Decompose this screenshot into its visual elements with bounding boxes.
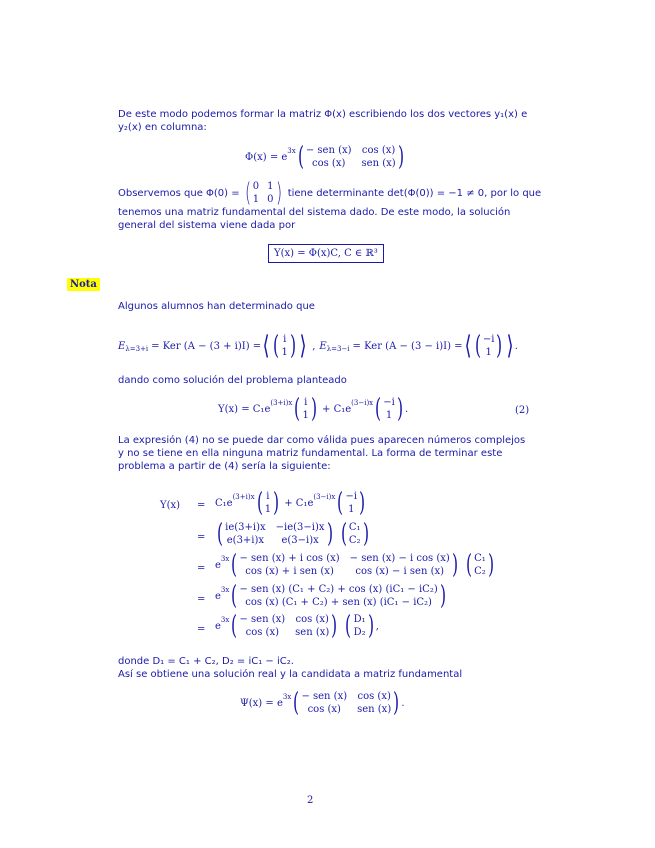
align-line-4: e $^{3x}$ ( − sen (x) (C₁ + C₂) + cos (x) (iC₁ − iC₂) cos (x) (C₁ + C₂) + sen (x) (iC₁ − iC₂) ) (215, 581, 446, 611)
d-definitions: donde D₁ = C₁ + C₂, D₂ = iC₁ − iC₂. (118, 656, 294, 667)
phi-exp: 3x (287, 147, 296, 155)
expression-paragraph: La expresión (4) no se puede dar como válida pues aparecen números complejos y no se tiene en ella ninguna matriz fundamental. La forma de terminar este problema a partir de (4) sería la siguiente: (118, 435, 526, 472)
page-number: 2 (307, 795, 314, 806)
phi-lhs: Φ(x) = e (245, 151, 288, 163)
psi-equation: Ψ(x) = e $^{3x}$ ( − sen (x) cos (x) cos (x) sen (x) ) . (240, 688, 405, 718)
align-lhs: Y(x) (160, 500, 181, 511)
phi-equation: Φ(x) = e $^{3x}$ ( − sen (x) cos (x) cos (x) sen (x) ) (245, 142, 404, 172)
determinant-line: Observemos que Φ(0) = ( 0 1 1 0 ) tiene determinante det(Φ(0)) = −1 ≠ 0, por lo que (118, 178, 542, 208)
kernel-equation: E $_{\lambda=3+i}$ = Ker (A − (3 + i)I) = ⟨ ( i 1 ) ⟩ , E $_{\lambda=3-i}$ = Ker (A − (3 − i)I) = ⟨ ( −i 1 ) ⟩ . (118, 331, 518, 361)
eq-sign-1: = (197, 500, 206, 511)
eq-sign-4: = (197, 594, 206, 605)
determinant-paragraph-cont: tenemos una matriz fundamental del sistema dado. De este modo, la solución general del sistema viene dada por (118, 207, 511, 231)
nota-label: Nota (67, 278, 100, 291)
align-line-5: e $^{3x}$ ( − sen (x) cos (x) cos (x) sen (x) ) ( D₁ D₂ ) , (215, 611, 379, 641)
align-line-3: e $^{3x}$ ( − sen (x) + i cos (x) − sen (x) − i cos (x) cos (x) + i sen (x) cos (x) − i sen (x) ) ( C₁ C₂ ) (215, 550, 494, 580)
eq-sign-5: = (197, 624, 206, 635)
students-paragraph: Algunos alumnos han determinado que (118, 301, 315, 312)
real-solution-sentence: Así se obtiene una solución real y la candidata a matriz fundamental (118, 669, 463, 680)
align-line-2: ( ie(3+i)x −ie(3−i)x e(3+i)x e(3−i)x ) ( C₁ C₂ ) (217, 519, 369, 549)
solution-intro: dando como solución del problema planteado (118, 375, 347, 386)
general-solution-box: Y(x) = Φ(x)C, C ∈ ℝ³ (268, 244, 384, 263)
equation-number: (2) (515, 405, 530, 416)
align-line-1: C₁e $^{(3+i)x}$ ( i 1 ) + C₁e $^{(3-i)x}$ ( −i 1 ) (215, 488, 366, 518)
eq-sign-3: = (197, 563, 206, 574)
complex-solution-equation: Y(x) = C₁e $^{(3+i)x}$ ( i 1 ) + C₁e $^{(3-i)x}$ ( −i 1 ) . (218, 394, 409, 424)
intro-paragraph: De este modo podemos formar la matriz Φ(x) escribiendo los dos vectores y₁(x) e y₂(x) en columna: (118, 109, 528, 133)
eq-sign-2: = (197, 532, 206, 543)
